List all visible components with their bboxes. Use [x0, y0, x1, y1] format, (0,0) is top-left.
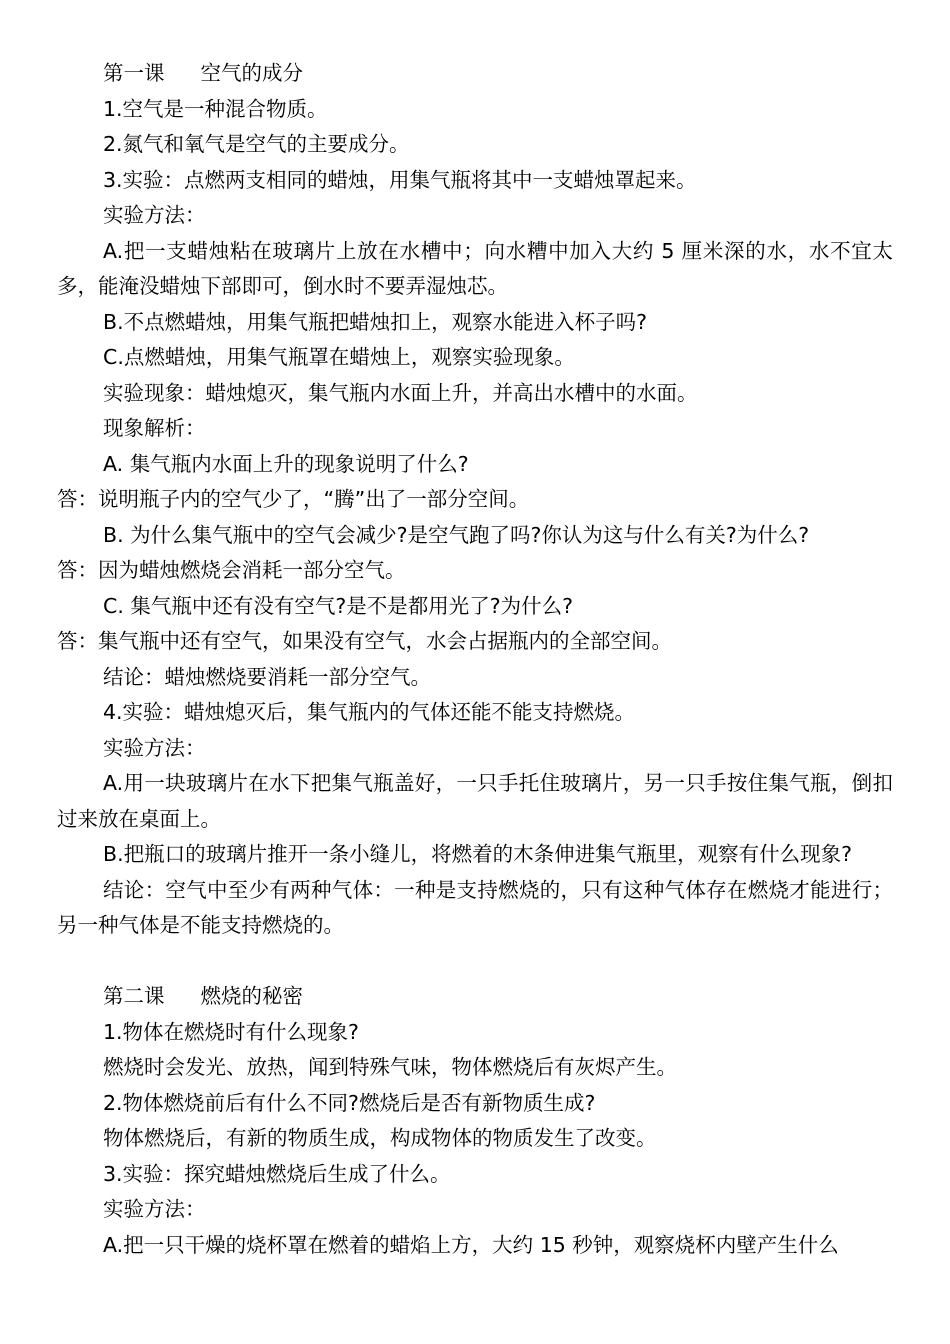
- paragraph: B.不点燃蜡烛，用集气瓶把蜡烛扣上，观察水能进入杯子吗?: [103, 309, 647, 334]
- paragraph: 3.实验：探究蜡烛燃烧后生成了什么。: [103, 1161, 451, 1186]
- lesson-1-name: 空气的成分: [200, 61, 303, 85]
- paragraph: A.用一块玻璃片在水下把集气瓶盖好，一只手托住玻璃片，另一只手按住集气瓶，倒扣过来放在桌面上。: [57, 771, 893, 831]
- paragraph: 燃烧时会发光、放热，闻到特殊气味，物体燃烧后有灰烬产生。: [103, 1055, 677, 1079]
- question: A. 集气瓶内水面上升的现象说明了什么?: [103, 451, 469, 476]
- paragraph: 实验方法：: [103, 735, 206, 760]
- paragraph: 现象解析：: [103, 416, 206, 440]
- paragraph: 实验方法：: [103, 1197, 206, 1221]
- answer: 答：集气瓶中还有空气，如果没有空气，水会占据瓶内的全部空间。: [57, 629, 672, 653]
- answer: 答：因为蜡烛燃烧会消耗一部分空气。: [57, 558, 406, 582]
- lesson-2-name: 燃烧的秘密: [200, 984, 303, 1008]
- lesson-1-number: 第一课: [103, 61, 165, 85]
- paragraph: A.把一只干燥的烧杯罩在燃着的蜡焰上方，大约 15 秒钟，观察烧杯内壁产生什么: [103, 1232, 839, 1257]
- paragraph: 2.物体燃烧前后有什么不同?燃烧后是否有新物质生成?: [103, 1090, 596, 1115]
- paragraph: 1.物体在燃烧时有什么现象?: [103, 1019, 359, 1044]
- question: B. 为什么集气瓶中的空气会减少?是空气跑了吗?你认为这与什么有关?为什么?: [103, 522, 810, 547]
- answer: 答：说明瓶子内的空气少了，“腾”出了一部分空间。: [57, 487, 530, 511]
- question: C. 集气瓶中还有没有空气?是不是都用光了?为什么?: [103, 593, 573, 618]
- paragraph: 1.空气是一种混合物质。: [103, 96, 328, 121]
- section-gap: [57, 944, 893, 980]
- paragraph: 4.实验：蜡烛熄灭后，集气瓶内的气体还能不能支持燃烧。: [103, 700, 636, 724]
- paragraph: 3.实验：点燃两支相同的蜡烛，用集气瓶将其中一支蜡烛罩起来。: [103, 167, 697, 192]
- document-page: [57, 56, 893, 1263]
- paragraph: 物体燃烧后，有新的物质生成，构成物体的物质发生了改变。: [103, 1126, 657, 1150]
- lesson-1-title: [57, 56, 893, 92]
- paragraph: 实验方法：: [103, 203, 206, 227]
- paragraph: B.把瓶口的玻璃片推开一条小缝儿，将燃着的木条伸进集气瓶里，观察有什么现象?: [103, 842, 852, 866]
- paragraph: C.点燃蜡烛，用集气瓶罩在蜡烛上，观察实验现象。: [103, 345, 575, 369]
- paragraph: 2.氮气和氧气是空气的主要成分。: [103, 132, 410, 156]
- paragraph: A.把一支蜡烛粘在玻璃片上放在水槽中；向水糟中加入大约 5 厘米深的水，水不宜太多，能淹没蜡烛下部即可，倒水时不要弄湿烛芯。: [57, 238, 893, 298]
- paragraph: 实验现象：蜡烛熄灭，集气瓶内水面上升，并高出水槽中的水面。: [103, 380, 698, 405]
- paragraph: 结论：蜡烛燃烧要消耗一部分空气。: [103, 664, 431, 689]
- lesson-2-number: 第二课: [103, 984, 165, 1008]
- paragraph: 结论：空气中至少有两种气体：一种是支持燃烧的，只有这种气体存在燃烧才能进行；另一种气体是不能支持燃烧的。: [57, 877, 893, 937]
- lesson-2-title: [57, 979, 893, 1015]
